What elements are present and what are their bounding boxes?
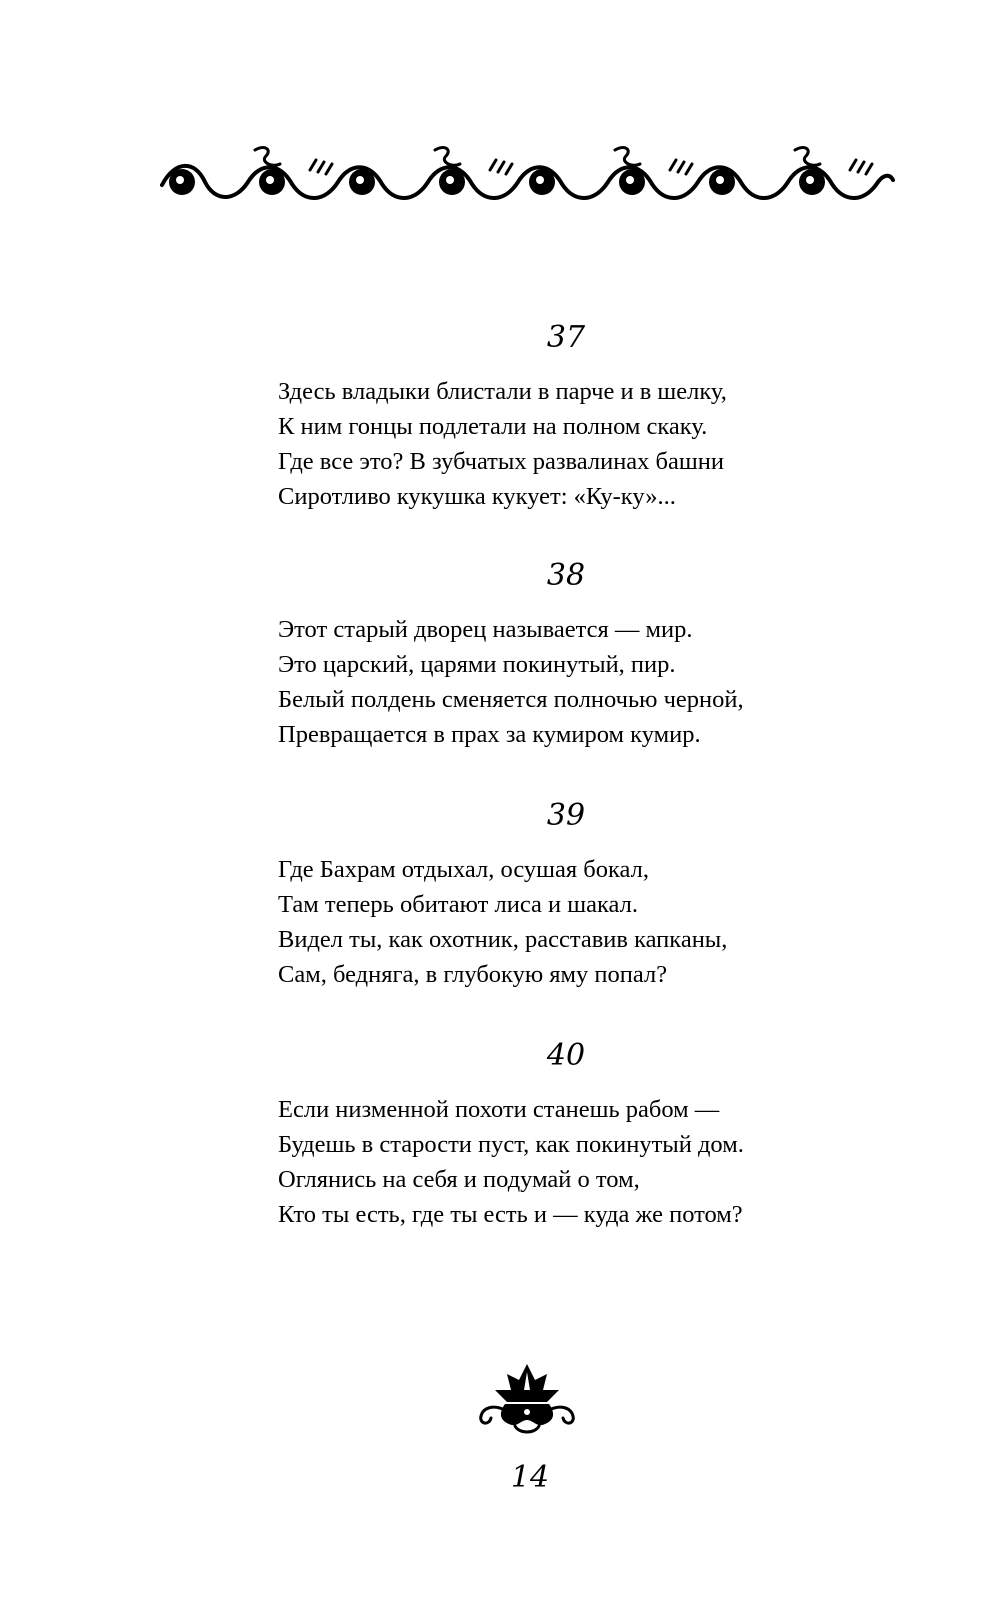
footer-ornament — [475, 1360, 579, 1436]
verse-line: К ним гонцы подлетали на полном скаку. — [278, 413, 708, 440]
verse-line: Сам, бедняга, в глубокую яму попал? — [278, 961, 668, 988]
verse-line: Этот старый дворец называется — мир. — [278, 616, 693, 643]
verse-line: Где Бахрам отдыхал, осушая бокал, — [278, 856, 649, 883]
verse-line: Видел ты, как охотник, расставив капканы, — [278, 926, 728, 953]
quatrain-39 — [278, 796, 898, 992]
verse-line: Там теперь обитают лиса и шакал. — [278, 891, 638, 918]
verse-line: Будешь в старости пуст, как покинутый дом. — [278, 1131, 744, 1158]
header-ornament — [160, 140, 895, 220]
verse-line: Это царский, царями покинутый, пир. — [278, 651, 676, 678]
verse-line: Где все это? В зубчатых развалинах башни — [278, 448, 724, 475]
quatrain-number: 37 — [546, 320, 586, 355]
verse-line: Превращается в прах за кумиром кумир. — [278, 721, 701, 748]
quatrain-37 — [278, 318, 898, 514]
quatrain-number: 38 — [546, 558, 586, 593]
quatrain-number: 39 — [546, 798, 586, 833]
quatrain-38 — [278, 556, 898, 752]
verse-line: Кто ты есть, где ты есть и — куда же потом? — [278, 1201, 743, 1228]
page-number: 14 — [510, 1460, 550, 1495]
quatrain-40 — [278, 1036, 898, 1232]
verse-line: Оглянись на себя и подумай о том, — [278, 1166, 640, 1193]
verse-line: Если низменной похоти станешь рабом — — [278, 1096, 720, 1123]
quatrain-number: 40 — [546, 1038, 586, 1073]
verse-line: Сиротливо кукушка кукует: «Ку-ку»... — [278, 483, 676, 510]
verse-line: Здесь владыки блистали в парче и в шелку, — [278, 378, 727, 405]
verse-line: Белый полдень сменяется полночью черной, — [278, 686, 744, 713]
